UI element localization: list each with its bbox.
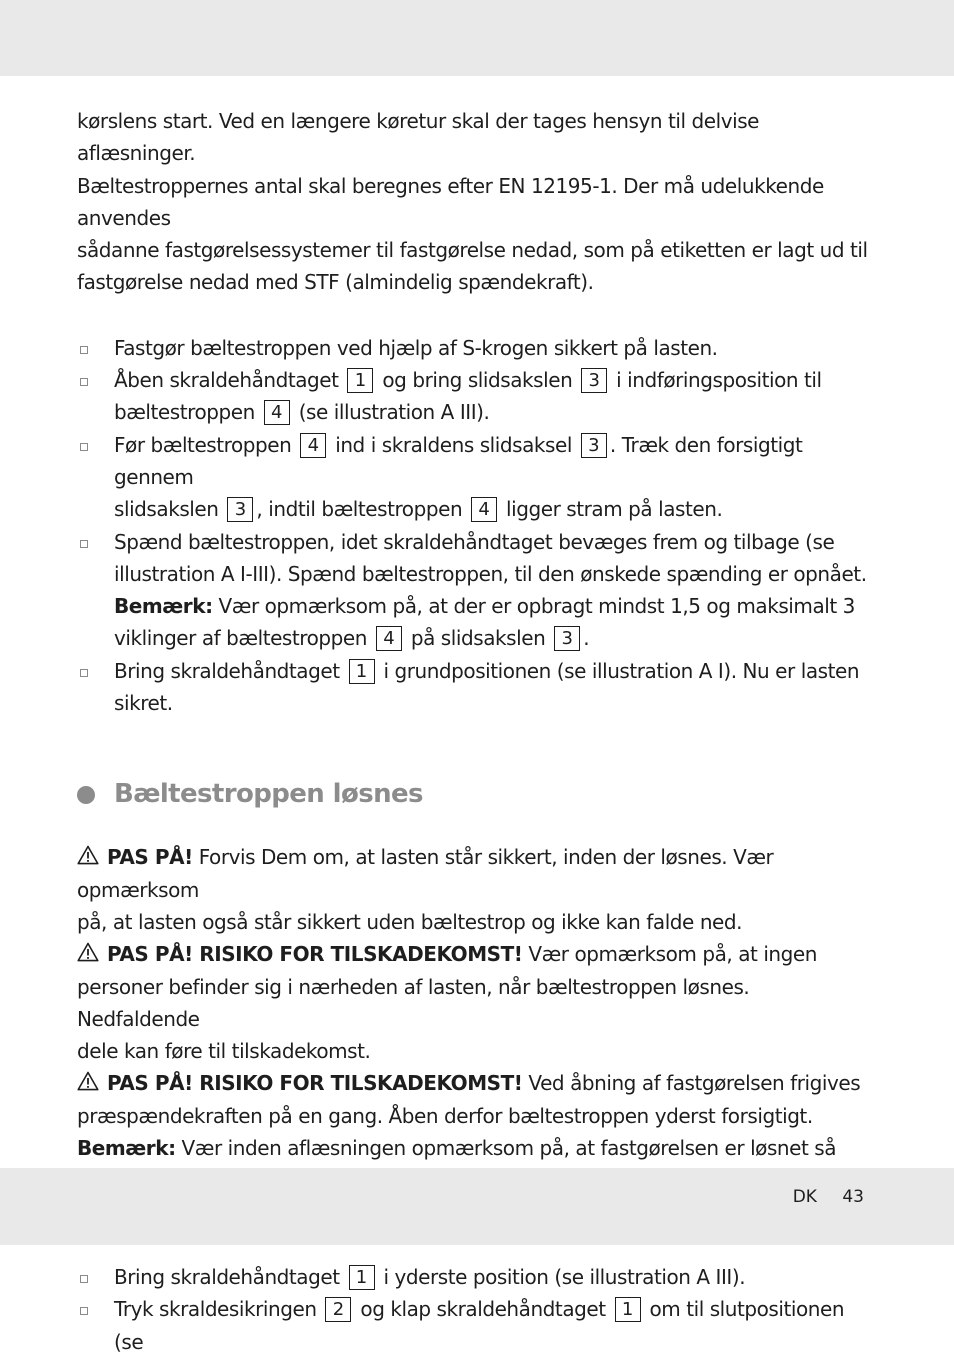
intro-line: kørslens start. Ved en længere køretur skal der tages hensyn til delvise aflæsninger. (77, 109, 760, 166)
bullet-dot-icon (77, 786, 95, 804)
step-list (77, 332, 877, 720)
checkbox-bullet-icon (80, 1275, 88, 1283)
page-number: 43 (842, 1187, 864, 1207)
part-number: 2 (325, 1297, 351, 1322)
part-number: 3 (581, 368, 607, 393)
list-item: Åben skraldehåndtaget 1 og bring slidsakslen 3 i indføringsposition til bæltestroppen 4 (se illustration A III). (77, 364, 877, 429)
list-item: Bring skraldehåndtaget 1 i yderste position (se illustration A III). (77, 1261, 877, 1293)
list-item: Fastgør bæltestroppen ved hjælp af S-krogen sikkert på lasten. (77, 332, 877, 364)
part-number: 3 (581, 433, 607, 458)
list-item: Tryk skraldesikringen 2 og klap skraldehåndtaget 1 om til slutpositionen (se (77, 1293, 877, 1358)
list-item: Bring skraldehåndtaget 1 i grundpositionen (se illustration A I). Nu er lasten sikret. (77, 655, 877, 720)
step-list (77, 1261, 877, 1358)
part-number: 4 (376, 626, 402, 651)
language-code: DK (792, 1187, 817, 1207)
warning-triangle-icon (77, 1071, 99, 1091)
warning-label: PAS PÅ! RISIKO FOR TILSKADEKOMST! (107, 942, 523, 967)
warning-label: PAS PÅ! (107, 845, 193, 870)
part-number: 1 (615, 1297, 641, 1322)
warning-triangle-icon (77, 942, 99, 962)
part-number: 1 (349, 659, 375, 684)
part-number: 1 (347, 368, 373, 393)
part-number: 4 (300, 433, 326, 458)
checkbox-bullet-icon (80, 346, 88, 354)
page-footer (793, 1187, 864, 1207)
part-number: 4 (471, 497, 497, 522)
part-number: 1 (349, 1265, 375, 1290)
note-label: Bemærk: (114, 594, 213, 619)
part-number: 3 (554, 626, 580, 651)
checkbox-bullet-icon (80, 669, 88, 677)
header-band (0, 0, 954, 76)
part-number: 3 (227, 497, 253, 522)
list-item: Før bæltestroppen 4 ind i skraldens slidsaksel 3 . Træk den forsigtigt gennem slidsakslen 3 , indtil bæltestroppen 4 ligger stram på lasten. (77, 429, 877, 526)
checkbox-bullet-icon (80, 540, 88, 548)
checkbox-bullet-icon (80, 378, 88, 386)
warning-label: PAS PÅ! RISIKO FOR TILSKADEKOMST! (107, 1071, 523, 1096)
intro-line: fastgørelse nedad med STF (almindelig spændekraft). (77, 270, 594, 295)
note-label: Bemærk: (77, 1136, 176, 1161)
intro-line: sådanne fastgørelsessystemer til fastgørelse nedad, som på etiketten er lagt ud til (77, 238, 868, 263)
section-heading: Bæltestroppen løsnes (77, 776, 877, 812)
checkbox-bullet-icon (80, 443, 88, 451)
warning-triangle-icon (77, 845, 99, 865)
warning-block: PAS PÅ! Forvis Dem om, at lasten står sikkert, inden der løsnes. Vær opmærksom på, at lasten også står sikkert uden bæltestrop og ikke kan falde ned. PAS PÅ! RISIKO FOR TILSKADEKOMST! Vær opmærksom på, at ingen personer befinder sig i nærheden af lasten, når bæltestroppen løsnes. Nedfaldende dele kan føre til tilskadekomst. PAS PÅ! RISIKO FOR TILSKADEKOMST! Ved åbning af fastgørelsen frigives præspændekraften på en gang. Åben derfor bæltestroppen yderst forsigtigt. Bemærk: Vær inden aflæsningen opmærksom på, at fastgørelsen er løsnet så (77, 845, 861, 1161)
intro-paragraph (77, 105, 877, 299)
part-number: 4 (264, 400, 290, 425)
list-item: Spænd bæltestroppen, idet skraldehåndtaget bevæges frem og tilbage (se illustration A I-III). Spænd bæltestroppen, til den ønskede spænding er opnået. Bemærk: Vær opmærksom på, at der er opbragt mindst 1,5 og maksimalt 3 viklinger af bæltestroppen 4 på slidsakslen 3 . (77, 526, 877, 655)
checkbox-bullet-icon (80, 1307, 88, 1315)
intro-line: Bæltestroppernes antal skal beregnes efter EN 12195-1. Der må udelukkende anvendes (77, 173, 824, 230)
